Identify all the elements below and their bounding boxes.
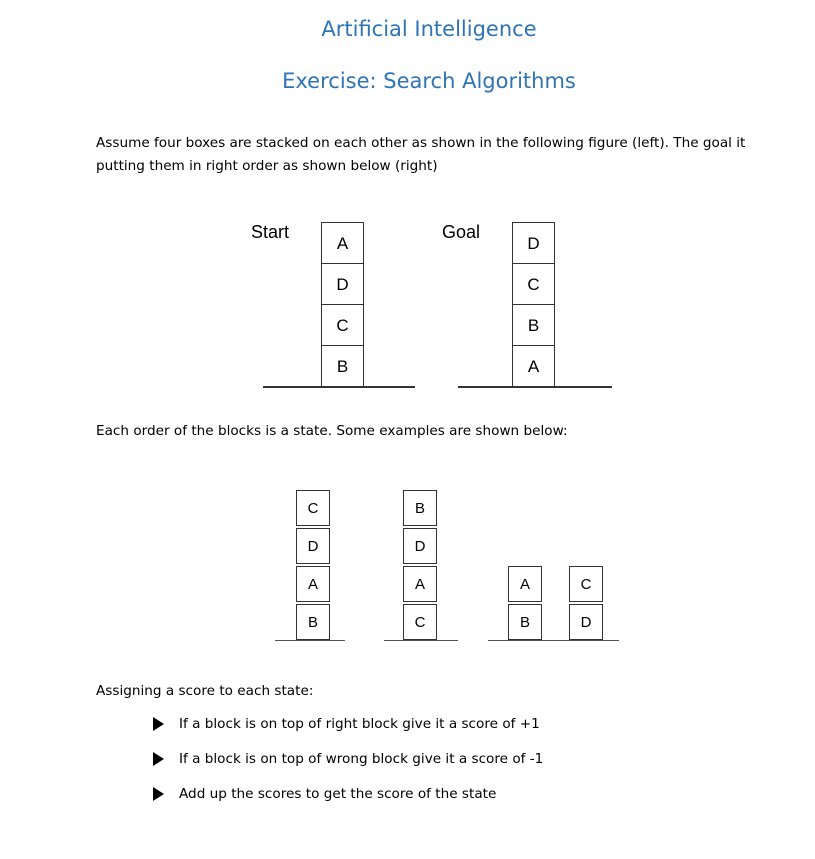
goal-base-line bbox=[458, 386, 612, 388]
triangle-bullet-icon bbox=[153, 787, 164, 801]
goal-block: D bbox=[512, 222, 555, 264]
example-base-line bbox=[384, 640, 458, 641]
course-title: Artificial Intelligence bbox=[321, 17, 537, 41]
start-label: Start bbox=[251, 222, 290, 242]
example-block: C bbox=[569, 566, 603, 602]
triangle-bullet-icon bbox=[153, 717, 164, 731]
example-base-line bbox=[488, 640, 619, 641]
goal-block: B bbox=[512, 304, 555, 346]
example-base-line bbox=[275, 640, 345, 641]
scoring-intro: Assigning a score to each state: bbox=[96, 683, 314, 699]
exercise-title: Exercise: Search Algorithms bbox=[282, 69, 576, 93]
example-block: A bbox=[296, 566, 330, 602]
example-block: D bbox=[403, 528, 437, 564]
goal-block: A bbox=[512, 345, 555, 387]
start-block: D bbox=[321, 263, 364, 305]
goal-block: C bbox=[512, 263, 555, 305]
example-block: C bbox=[296, 490, 330, 526]
example-block: D bbox=[296, 528, 330, 564]
start-base-line bbox=[263, 386, 415, 388]
start-block: C bbox=[321, 304, 364, 346]
example-block: D bbox=[569, 604, 603, 640]
example-block: B bbox=[296, 604, 330, 640]
goal-label: Goal bbox=[442, 222, 481, 242]
start-block: B bbox=[321, 345, 364, 387]
intro-paragraph: Assume four boxes are stacked on each other as shown in the following figure (left). The goal it putting them in right order as shown below (right) bbox=[96, 135, 746, 174]
example-block: B bbox=[403, 490, 437, 526]
example-block: B bbox=[508, 604, 542, 640]
example-block: A bbox=[508, 566, 542, 602]
example-block: A bbox=[403, 566, 437, 602]
example-block: C bbox=[403, 604, 437, 640]
start-block: A bbox=[321, 222, 364, 264]
states-paragraph: Each order of the blocks is a state. Some examples are shown below: bbox=[96, 423, 568, 439]
triangle-bullet-icon bbox=[153, 752, 164, 766]
